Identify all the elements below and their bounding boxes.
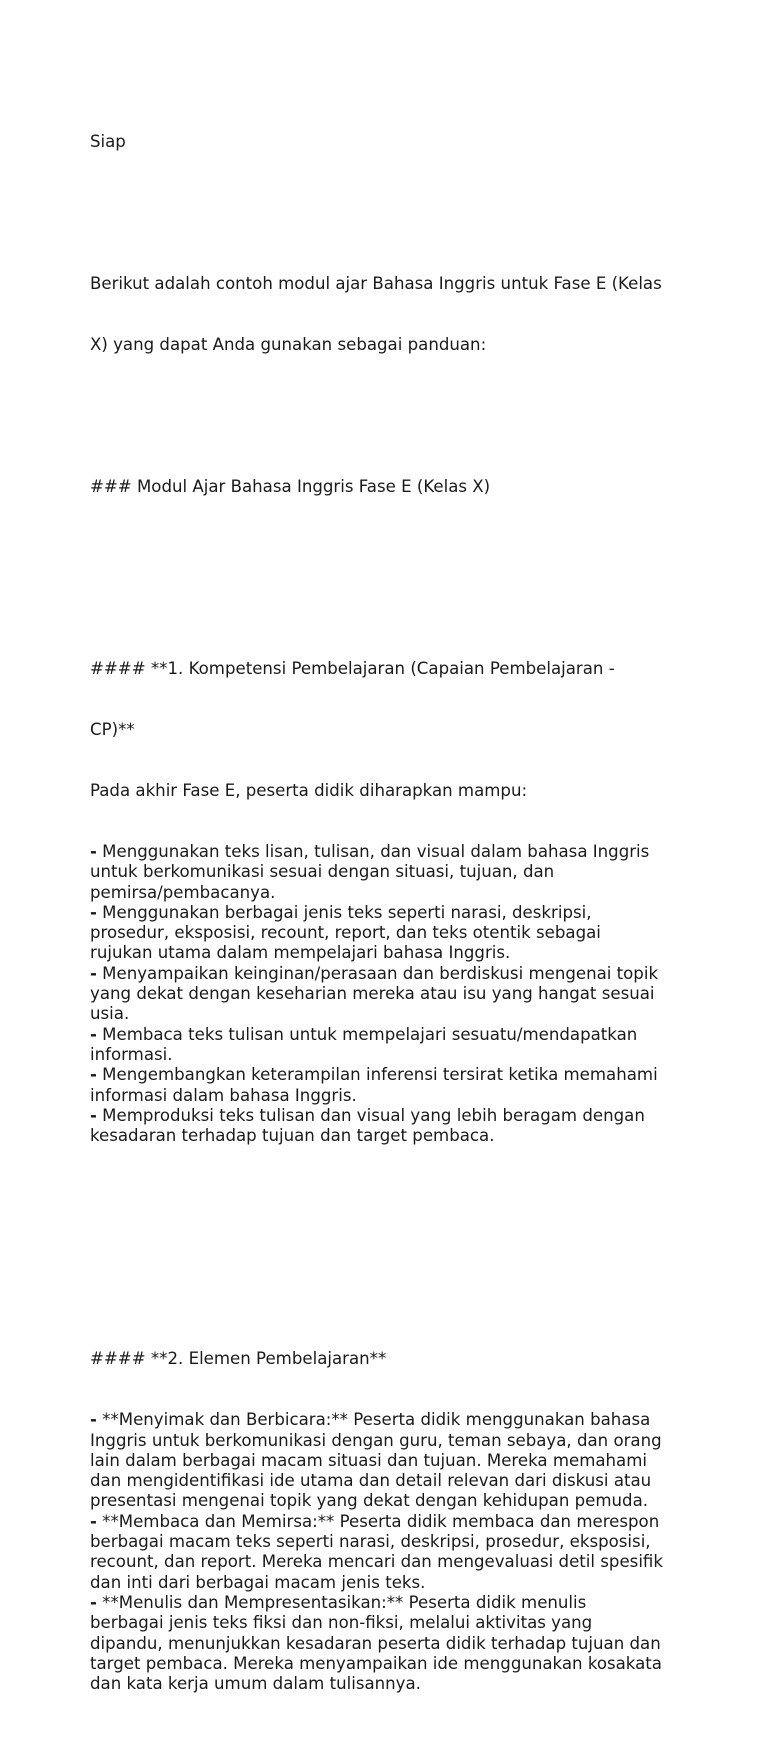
list-item-text: **Menulis dan Mempresentasikan:** Peserta didik menulis — [96, 1592, 587, 1612]
main-heading: ### Modul Ajar Bahasa Inggris Fase E (Kelas X) — [90, 476, 491, 496]
list-item — [90, 1065, 690, 1106]
list-item-text: Mengembangkan keterampilan inferensi tersirat ketika memahami — [96, 1065, 658, 1085]
list-item-first-line — [90, 1410, 690, 1430]
list-item-continuation: kesadaran terhadap tujuan dan target pembaca. — [90, 1126, 495, 1146]
spacer — [90, 538, 690, 558]
bullet-dash: - — [90, 1592, 97, 1612]
list-item-continuation: usia. — [90, 1004, 130, 1024]
list-item-text: **Menyimak dan Berbicara:** Peserta didik menggunakan bahasa — [96, 1410, 651, 1430]
list-item-continuation: rujukan utama dalam mempelajari bahasa Inggris. — [90, 943, 511, 963]
list-item-first-line — [90, 903, 690, 923]
list-item-continuation: dan mengidentifikasi ide utama dan detail relevan dari diskusi atau — [90, 1471, 652, 1491]
list-item-first-line — [90, 1512, 690, 1532]
list-item — [90, 1593, 690, 1694]
list-item-first-line — [90, 842, 690, 862]
list-item-text: Membaca teks tulisan untuk mempelajari sesuatu/mendapatkan — [96, 1024, 638, 1044]
list-item-text: Menggunakan teks lisan, tulisan, dan visual dalam bahasa Inggris — [96, 841, 650, 861]
list-item-first-line — [90, 1593, 690, 1613]
list-item-continuation: lain dalam berbagai macam situasi dan tujuan. Mereka memahami — [90, 1450, 647, 1470]
list-item — [90, 842, 690, 903]
bullet-dash: - — [90, 902, 97, 922]
list-item-continuation: presentasi mengenai topik yang dekat dengan kehidupan pemuda. — [90, 1491, 649, 1511]
list-item-continuation: prosedur, eksposisi, recount, report, dan teks otentik sebagai — [90, 923, 601, 943]
list-item-continuation: berbagai jenis teks fiksi dan non-fiksi, melalui aktivitas yang — [90, 1613, 593, 1633]
bullet-dash: - — [90, 1511, 97, 1531]
section-heading: CP)** — [90, 720, 135, 740]
section-heading: #### **1. Kompetensi Pembelajaran (Capaian Pembelajaran - — [90, 659, 615, 679]
list-item — [90, 964, 690, 1025]
document-page — [90, 91, 690, 1755]
list-item — [90, 903, 690, 964]
list-item-continuation: yang dekat dengan keseharian mereka atau isu yang hangat sesuai — [90, 984, 655, 1004]
list-item-text: Menggunakan berbagai jenis teks seperti narasi, deskripsi, — [96, 902, 592, 922]
competence-list — [90, 842, 690, 1146]
bullet-dash: - — [90, 1105, 97, 1125]
list-item — [90, 1512, 690, 1593]
list-item-continuation: recount, dan report. Mereka mencari dan mengevaluasi detil spesifik — [90, 1552, 663, 1572]
list-item-text: **Membaca dan Memirsa:** Peserta didik membaca dan merespon — [96, 1511, 660, 1531]
list-item-first-line — [90, 1106, 690, 1126]
list-item-continuation: dipandu, menunjukkan kesadaran peserta didik terhadap tujuan dan — [90, 1633, 661, 1653]
list-item-continuation: pemirsa/pembacanya. — [90, 882, 276, 902]
list-item — [90, 1410, 690, 1511]
bullet-dash: - — [90, 963, 97, 983]
list-item-continuation: berbagai macam teks seperti narasi, deskripsi, prosedur, eksposisi, — [90, 1532, 651, 1552]
section-heading: #### **2. Elemen Pembelajaran** — [90, 1349, 387, 1369]
bullet-dash: - — [90, 1024, 97, 1044]
section-lead: Pada akhir Fase E, peserta didik diharapkan mampu: — [90, 781, 528, 801]
elements-list — [90, 1410, 690, 1694]
list-item-text: Menyampaikan keinginan/perasaan dan berdiskusi mengenai topik — [96, 963, 659, 983]
list-item-continuation: informasi. — [90, 1044, 173, 1064]
bullet-dash: - — [90, 1065, 97, 1085]
section-elements — [90, 1309, 690, 1735]
intro-line: X) yang dapat Anda gunakan sebagai panduan: — [90, 334, 487, 354]
spacer — [90, 192, 690, 212]
list-item-first-line — [90, 1025, 690, 1045]
greeting-text: Siap — [90, 131, 126, 151]
list-item — [90, 1025, 690, 1066]
list-item-continuation: target pembaca. Mereka menyampaikan ide menggunakan kosakata — [90, 1653, 662, 1673]
list-item — [90, 1106, 690, 1147]
list-item-text: Memproduksi teks tulisan dan visual yang lebih beragam dengan — [96, 1105, 645, 1125]
bullet-dash: - — [90, 1410, 97, 1430]
intro-line: Berikut adalah contoh modul ajar Bahasa Inggris untuk Fase E (Kelas — [90, 273, 662, 293]
spacer — [90, 395, 690, 415]
list-item-continuation: untuk berkomunikasi sesuai dengan situasi, tujuan, dan — [90, 862, 555, 882]
list-item-continuation: informasi dalam bahasa Inggris. — [90, 1085, 357, 1105]
section-competence — [90, 619, 690, 1187]
list-item-continuation: dan inti dari berbagai macam jenis teks. — [90, 1572, 426, 1592]
list-item-continuation: Inggris untuk berkomunikasi dengan guru, teman sebaya, dan orang — [90, 1430, 662, 1450]
spacer — [90, 1228, 690, 1248]
list-item-continuation: dan kata kerja umum dalam tulisannya. — [90, 1674, 421, 1694]
list-item-first-line — [90, 964, 690, 984]
bullet-dash: - — [90, 841, 97, 861]
list-item-first-line — [90, 1065, 690, 1085]
